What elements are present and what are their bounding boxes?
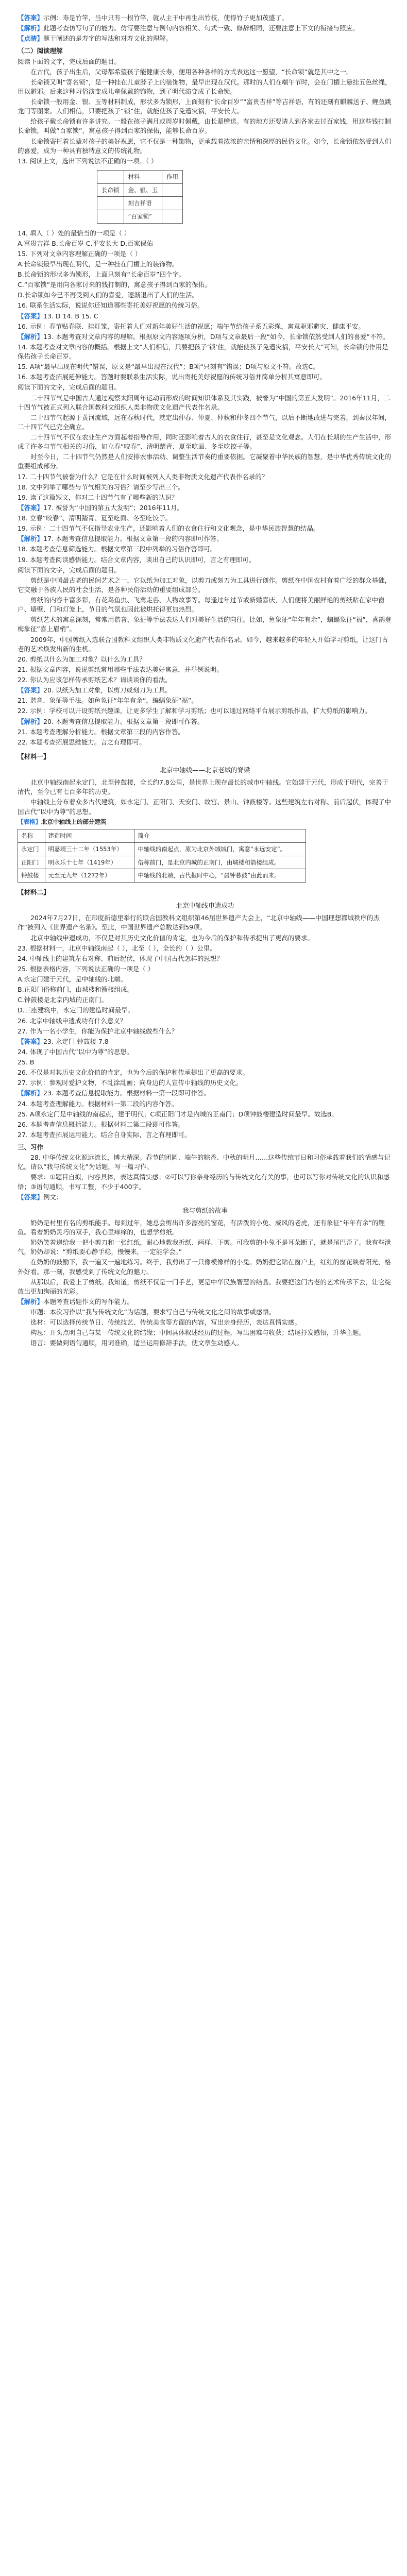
table-cell: 明永乐十七年（1419年）	[45, 856, 134, 869]
paragraph: 语言：要做到语句通顺，用词准确，适当运用修辞手法，使文章生动感人。	[30, 1339, 243, 1347]
table-row	[18, 843, 306, 856]
instruction-line: 阅读下面的文字，完成后面的题目。	[18, 566, 121, 574]
question-line: 14. 填入（ ）处的最恰当的一项是（ ）	[18, 229, 131, 237]
option-line: A.富贵吉祥 B.长命百岁 C.平安长大 D.百家保佑	[18, 239, 154, 247]
answer-line: 24. 体现了中国古代“以中为尊”的思想。	[18, 1047, 133, 1056]
analysis-line: 16. 本题考查拓展延伸能力。答题时要联系生活实际，说出寄托美好祝愿的传统习俗并简单分析其寓意即可。	[18, 373, 326, 381]
analysis-line: 19. 本题考查阅读感悟能力。结合文章内容，谈出自己的认识即可，言之有理即可。	[18, 555, 256, 564]
paragraph: 长命锁寄托着长辈对孩子的美好祝愿，它不仅是一种饰物，更承载着浓浓的亲情和深厚的民俗文化。如今，长命锁依然受到人们的喜爱，成为一种具有独特意义的传统礼物。	[18, 137, 392, 155]
label-tag: 【答案】	[18, 503, 44, 512]
table-cell: 长命锁	[97, 183, 124, 197]
answer-line: 【答案】23. 永定门 钟鼓楼 7.8	[18, 1037, 109, 1045]
table-cell: 钟鼓楼	[18, 869, 45, 883]
analysis-line: 25. A项永定门是中轴线的南起点，建于明代；C项正阳门才是内城的正南门；D项钟鼓楼建造时间最早。故选B。	[18, 1110, 338, 1118]
label-tag: 【表格】	[18, 818, 41, 825]
question-line: 13. 阅读上文，选出下列说法不正确的一项。（ ）	[18, 157, 158, 165]
answer-line: 【答案】示例：寿是竹竿，当中只有一根竹竿，就从主干中再生出竹枝，使得竹子更加茂盛了。	[18, 14, 289, 22]
analysis-line: 【解析】17. 本题考查信息提取能力。根据文章第一段的内容即可作答。	[18, 535, 223, 543]
article-3	[18, 566, 393, 685]
analysis-line: 【解析】此题考查仿写句子的能力。仿写要注意与例句内容相关、句式一致、修辞相同，还要注意上下文的衔接与照应。	[18, 24, 359, 32]
analysis-line: 【解析】13. 本题考查对文章内容的理解。根据原文内容逐项分析，D项与文章最后一段“如今，长命锁依然受到人们的喜爱”不符。	[18, 332, 389, 341]
article-1	[18, 67, 393, 156]
info-table	[97, 170, 183, 224]
material-questions	[18, 944, 393, 1036]
table-row	[97, 210, 183, 223]
analysis-line: 15. A项“最早出现在明代”错误，原文是“最早出现在汉代”；B项“只刻有”错误；D项与原文不符。故选C。	[18, 363, 319, 371]
table-cell	[162, 210, 183, 223]
paragraph: 28. 中华传统文化源远流长，博大精深。春节的团圆、端午的粽香、中秋的明月……这些传统节日和习俗承载着我们的情感与记忆。请以“我与传统文化”为话题，写一篇习作。	[18, 1154, 391, 1171]
paragraph: 中轴线上分布着众多古代建筑，如永定门、正阳门、天安门、故宫、景山、钟鼓楼等。这些建筑左右对称、前后起伏，体现了中国古代“以中为尊”的思想。	[18, 798, 392, 816]
table-cell: 作用	[162, 170, 183, 183]
paragraph: 长命锁一般用金、银、玉等材料制成，形状多为锁形，上面刻有“长命百岁”“富贵吉祥”等吉祥语，有的还刻有麒麟送子、鲤鱼跳龙门等图案。人们相信，只要把孩子“锁”住，就能使孩子免遭灾祸，平安长大。	[18, 98, 392, 115]
question-line: 15. 下列对文章内容理解正确的一项是（ ）	[18, 249, 142, 258]
question-line: 25. 根据表格内容，下列说法正确的一项是（ ）	[18, 964, 155, 973]
analysis-line: 21. 本题考查理解分析能力。根据文章第三段的内容作答。	[18, 727, 184, 736]
question-line: 22. 你认为应该怎样传承剪纸艺术？请谈谈你的看法。	[18, 676, 172, 684]
option-line: B.长命锁的形状多为锁形，上面只刻有“长命百岁”四个字。	[18, 270, 185, 279]
material-2	[18, 888, 393, 943]
analysis-line: 【解析】23. 本题考查信息提取能力。根据材料一第一段即可作答。	[18, 1089, 210, 1097]
answer-block-5	[18, 1193, 393, 1348]
label-tag: 【解析】	[18, 535, 44, 543]
answer-line: 16. 示例：春节贴春联、挂灯笼，寄托着人们对新年美好生活的祝愿；端午节给孩子系五彩绳，寓意驱邪避灾、健康平安。	[18, 322, 365, 330]
paragraph: 构思：开头点明自己与某一传统文化的结缘；中间具体叙述经历的过程，写出困难与收获；结尾抒发感悟，升华主题。	[30, 1329, 366, 1337]
note-line: 【点睛】题干阐述的是寿字的写法和对寿文化的理解。	[18, 35, 173, 43]
paragraph: 给孩子戴长命锁有许多讲究。一般在孩子满月或周岁时佩戴，由长辈赠送。有的地方还要请人到各家去讨百家钱，用这些钱打制长命锁，叫做“百家锁”，寓意孩子得到百家的保佑，能够长命百岁。	[18, 117, 392, 135]
label-tag: 【答案】	[18, 14, 44, 22]
building-table	[18, 829, 306, 883]
paragraph: 剪纸艺术的寓意深刻，常常用谐音、象征等手法表达人们对美好生活的向往。比如，鱼象征“年年有余”，蝙蝠象征“福”，喜鹊登梅象征“喜上眉梢”。	[18, 616, 392, 633]
paragraph: 选材：可以选择传统节日、传统技艺、传统美食等方面的内容，写出亲身经历，表达真情实感。	[30, 1318, 301, 1327]
paragraph: 二十四节气起源于黄河流域，远在春秋时代，就定出仲春、仲夏、仲秋和仲冬四个节气，以后不断地改进与完善，到秦汉年间，二十四节气已完全确立。	[18, 413, 392, 431]
label-tag: 【答案】	[18, 1037, 44, 1045]
answer-block-2	[18, 503, 393, 565]
question-line: 27. 作为一名小学生，你能为保护北京中轴线做些什么？	[18, 1027, 178, 1035]
paragraph: 剪纸是中国最古老的民间艺术之一，它以纸为加工对象，以剪刀或刻刀为工具进行创作。剪纸在中国农村有着广泛的群众基础，它交融于各族人民的社会生活，是各种民俗活动的重要组成部分。	[18, 576, 392, 594]
answer-line: 【答案】17. 被誉为“中国的第五大发明”；2016年11月。	[18, 503, 184, 512]
table-caption: 【表格】北京中轴线上的部分建筑	[18, 818, 107, 825]
table-cell: 简介	[134, 829, 306, 843]
paragraph: 长命锁又叫“寄名锁”，是一种挂在儿童脖子上的装饰物，最早出现在汉代。那时的人们在端午节时，会在门楣上悬挂五色丝绳，用以避邪。后来这种习俗演变成儿童佩戴的饰物，到了明代演变成了长命锁。	[18, 78, 392, 95]
question-line: 24. 中轴线上的建筑左右对称、前后起伏，体现了中国古代怎样的思想？	[18, 954, 223, 962]
table-cell: 中轴线的南起点，原为北京外城城门，寓意“永远安定”。	[134, 843, 306, 856]
label-tag: 【答案】	[18, 312, 44, 320]
table-cell: 明嘉靖三十二年（1553年）	[45, 843, 134, 856]
paragraph: 审题：本次习作以“我与传统文化”为话题，要求写自己与传统文化之间的故事或感悟。	[30, 1308, 276, 1316]
question-line: 17. 二十四节气被誉为什么？它是在什么时间被列入人类非物质文化遗产代表作名录的？	[18, 472, 268, 481]
label-tag: 【解析】	[18, 24, 44, 32]
paragraph: 奶奶笑着递给我一把小剪刀和一张红纸，耐心地教我折纸、画样、下剪。可我剪的小兔不是耳朵断了，就是尾巴歪了。我有些泄气，奶奶却说：“剪纸要心静手稳，慢慢来，一定能学会。”	[18, 1239, 392, 1256]
paragraph: 2024年7月27日，在印度新德里举行的联合国教科文组织第46届世界遗产大会上，“北京中轴线——中国理想都城秩序的杰作”被列入《世界遗产名录》。至此，中国世界遗产总数达到59项。	[18, 914, 380, 931]
top-section	[18, 13, 393, 66]
material-title: 北京中轴线申遗成功	[176, 902, 234, 910]
analysis-line: 26. 本题考查信息概括能力。根据材料二第二段即可作答。	[18, 1120, 184, 1128]
table-cell: 正阳门	[18, 856, 45, 869]
paragraph: 剪纸的内容丰富多彩，有花鸟鱼虫、飞禽走兽、人物故事等。每逢过年过节或新婚喜庆，人们便将美丽鲜艳的剪纸贴在家中窗户、墙壁、门和灯笼上，节日的气氛也因此被烘托得更加热烈。	[18, 596, 385, 614]
table-cell: 俗称前门，是北京内城的正南门，由城楼和箭楼组成。	[134, 856, 306, 869]
section-heading: 三、习作	[18, 1143, 44, 1151]
material-label: 【材料一】	[18, 752, 50, 760]
writing-section	[18, 1143, 393, 1192]
material-title: 北京中轴线——北京老城的脊梁	[160, 766, 250, 774]
analysis-line: 14. 本题考查对文章内容的概括。根据上文“人们相信，只要把孩子‘锁’住，就能使孩子免遭灾祸，平安长大”可知，长命锁的作用是保佑孩子长命百岁。	[18, 343, 388, 361]
paragraph: 奶奶是村里有名的剪纸能手。每到过年，她总会剪出许多漂亮的窗花，有活泼的小兔、威风的老虎，还有象征“年年有余”的鲤鱼。看着奶奶灵巧的双手，我心里痒痒的，也想学剪纸。	[18, 1218, 385, 1236]
instruction-line: 阅读下面的文字，完成后面的题目。	[18, 57, 121, 65]
answer-line: 26. 不仅是对其历史文化价值的肯定，也为今后的保护和传承提出了更高的要求。	[18, 1069, 249, 1077]
paragraph: 时至今日，二十四节气仍然是人们安排农事活动、调整生活节奏的重要依据。它凝聚着中华民族的智慧，是中华优秀传统文化的重要组成部分。	[18, 453, 392, 470]
option-line: C.“百家锁”是用向各家讨来的钱打制的，寓意孩子得到百家的保佑。	[18, 281, 211, 289]
question-line: 21. 根据文章内容，说说剪纸常用哪些手法表达美好寓意，并举例说明。	[18, 665, 223, 673]
analysis-line: 22. 本题考查拓展思维能力。言之有理即可。	[18, 738, 146, 746]
analysis-line: 【解析】20. 本题考查信息提取能力。根据文章第一段即可作答。	[18, 717, 204, 725]
paragraph: 北京中轴线申遗成功，不仅是对其历史文化价值的肯定，也为今后的保护和传承提出了更高的要求。	[30, 934, 314, 942]
paragraph: 二十四节气是中国古人通过观察太阳周年运动而形成的时间知识体系及其实践，被誉为“中国的第五大发明”。2016年11月，二十四节气被正式列入联合国教科文组织人类非物质文化遗产代表作名录。	[18, 394, 391, 411]
paragraph: 北京中轴线南起永定门，北至钟鼓楼，全长约7.8公里，是世界上现存最长的城市中轴线。它始建于元代，形成于明代，完善于清代，至今已有七百多年的历史。	[18, 778, 388, 796]
answer-line: 18. 立春“咬春”、清明踏青、夏至吃面、冬至吃饺子。	[18, 514, 172, 522]
label-tag: 【解析】	[18, 1297, 44, 1306]
question-line: 16. 联系生活实际，说说你还知道哪些寄托美好祝愿的传统习俗。	[18, 301, 204, 310]
label-tag: 【答案】	[18, 686, 44, 694]
table-cell	[97, 197, 124, 210]
question-line: 26. 北京中轴线申遗成功有什么意义？	[18, 1016, 127, 1025]
paragraph: 要求：①题目自拟，内容具体，表达真情实感；②可以写你亲身经历的与传统文化有关的事，也可以写你对传统文化的认识和感悟；③语句通顺，书写工整，不少于400字。	[18, 1173, 390, 1191]
table-cell	[162, 197, 183, 210]
answer-block-4	[18, 1037, 393, 1140]
paragraph: 二十四节气不仅在农业生产方面起着指导作用，同时还影响着古人的衣食住行，甚至是文化观念。人们在长期的生产生活中，形成了许多与节气相关的习俗，如立春“咬春”、清明踏青、夏至吃面、冬至吃饺子等。	[18, 433, 392, 451]
table-cell	[97, 170, 124, 183]
table-row	[18, 869, 306, 883]
table-row	[18, 856, 306, 869]
section-heading: （二）阅读理解	[18, 47, 63, 55]
table-cell: “百家锁”	[124, 210, 162, 223]
table-cell: 刻吉祥语	[124, 197, 162, 210]
paragraph: 在奶奶的鼓励下，我一遍又一遍地练习。终于，我剪出了一只像模像样的小兔。奶奶把它贴在窗户上，红红的窗花映着阳光，格外好看。那一刻，我感受到了传统文化的魅力。	[18, 1258, 392, 1276]
option-line: C.钟鼓楼是北京内城的正南门。	[18, 996, 108, 1004]
answer-line: 21. 谐音、象征等手法。如鱼象征“年年有余”，蝙蝠象征“福”。	[18, 697, 198, 705]
table-cell: 金、银、玉	[124, 183, 162, 197]
table-row	[97, 197, 183, 210]
label-tag: 【答案】	[18, 1193, 44, 1201]
option-line: B.正阳门俗称前门，由城楼和箭楼组成。	[18, 986, 134, 994]
paragraph: 2009年，中国剪纸入选联合国教科文组织人类非物质文化遗产代表作名录。如今，越来越多的年轻人开始学习剪纸，让这门古老的艺术焕发出新的生机。	[18, 635, 388, 653]
answer-line: 22. 示例：学校可以开设剪纸兴趣课，让更多学生了解和学习剪纸；也可以通过网络平台展示剪纸作品，扩大剪纸的影响力。	[18, 707, 371, 715]
table-cell	[97, 210, 124, 223]
essay-title: 我与剪纸的故事	[182, 1206, 228, 1214]
analysis-line: 【解析】本题考查话题作文的写作能力。	[18, 1297, 134, 1306]
label-tag: 【解析】	[18, 1089, 44, 1097]
table-cell: 元至元九年（1272年）	[45, 869, 134, 883]
answer-line: 【答案】13. D 14. B 15. C	[18, 312, 98, 320]
question-line: 20. 剪纸以什么为加工对象？以什么为工具？	[18, 655, 146, 663]
analysis-line: 18. 本题考查信息筛选能力。根据文章第三段中列举的习俗作答即可。	[18, 545, 217, 553]
label-tag: 【解析】	[18, 717, 44, 725]
question-line: 19. 读了这篇短文，你对二十四节气有了哪些新的认识？	[18, 493, 178, 501]
article-2	[18, 383, 393, 502]
answer-line: 【答案】20. 以纸为加工对象，以剪刀或刻刀为工具。	[18, 686, 172, 694]
instruction-line: 阅读下面的文字，完成后面的题目。	[18, 383, 121, 392]
answer-line: 19. 示例：二十四节气不仅指导农业生产，还影响着人们的衣食住行和文化观念，是中华民族智慧的结晶。	[18, 524, 320, 533]
option-line: D.三座建筑中，永定门的建造时间最早。	[18, 1006, 134, 1014]
material-1	[18, 752, 393, 817]
table-row	[97, 170, 183, 183]
paragraph: 从那以后，我爱上了剪纸。我知道，剪纸不仅是一门手艺，更是中华民族智慧的结晶。我要把这门古老的艺术传承下去，让它绽放出更加绚丽的光彩。	[18, 1278, 392, 1295]
answer-line: 【答案】例文：	[18, 1193, 63, 1201]
info-box	[97, 170, 313, 224]
answer-block-3	[18, 686, 393, 747]
label-tag: 【解析】	[18, 332, 44, 341]
question-line: 18. 文中列举了哪些与节气相关的习俗？请至少写出三个。	[18, 483, 184, 491]
answer-line: 25. B	[18, 1058, 35, 1066]
table-row	[18, 829, 306, 843]
table-cell	[162, 183, 183, 197]
option-line: A.长命锁最早出现在明代，是一种挂在门楣上的装饰物。	[18, 260, 179, 268]
table-cell: 中轴线的北端，古代报时中心，“晨钟暮鼓”由此而来。	[134, 869, 306, 883]
analysis-line: 27. 本题考查拓展运用能力。结合自身实际，言之有理即可。	[18, 1130, 191, 1139]
option-line: A.永定门建于元代，是中轴线的北端。	[18, 975, 127, 984]
table-cell: 名称	[18, 829, 45, 843]
table-cell: 永定门	[18, 843, 45, 856]
answer-block-1	[18, 312, 393, 382]
material-label: 【材料二】	[18, 888, 50, 896]
building-table-wrap	[18, 818, 393, 883]
questions-1	[18, 229, 393, 311]
table-cell: 建造时间	[45, 829, 134, 843]
option-line: D.长命锁如今已不再受到人们的喜爱，逐渐退出了人们的生活。	[18, 291, 199, 299]
paragraph: 在古代，孩子出生后，父母都希望孩子能健康长寿，便用各种各样的方式表达这一愿望，“长命锁”就是其中之一。	[30, 67, 353, 76]
analysis-line: 24. 本题考查理解能力。根据材料一第二段的内容作答。	[18, 1099, 178, 1108]
table-cell: 材料	[124, 170, 162, 183]
question-line: 23. 根据材料一，北京中轴线南起（ ），北至（ ），全长约（ ）公里。	[18, 944, 216, 952]
table-row	[97, 183, 183, 197]
label-tag: 【点睛】	[18, 35, 44, 43]
answer-line: 27. 示例：参观时爱护文物，不乱涂乱画；向身边的人宣传中轴线的历史文化。	[18, 1079, 243, 1087]
